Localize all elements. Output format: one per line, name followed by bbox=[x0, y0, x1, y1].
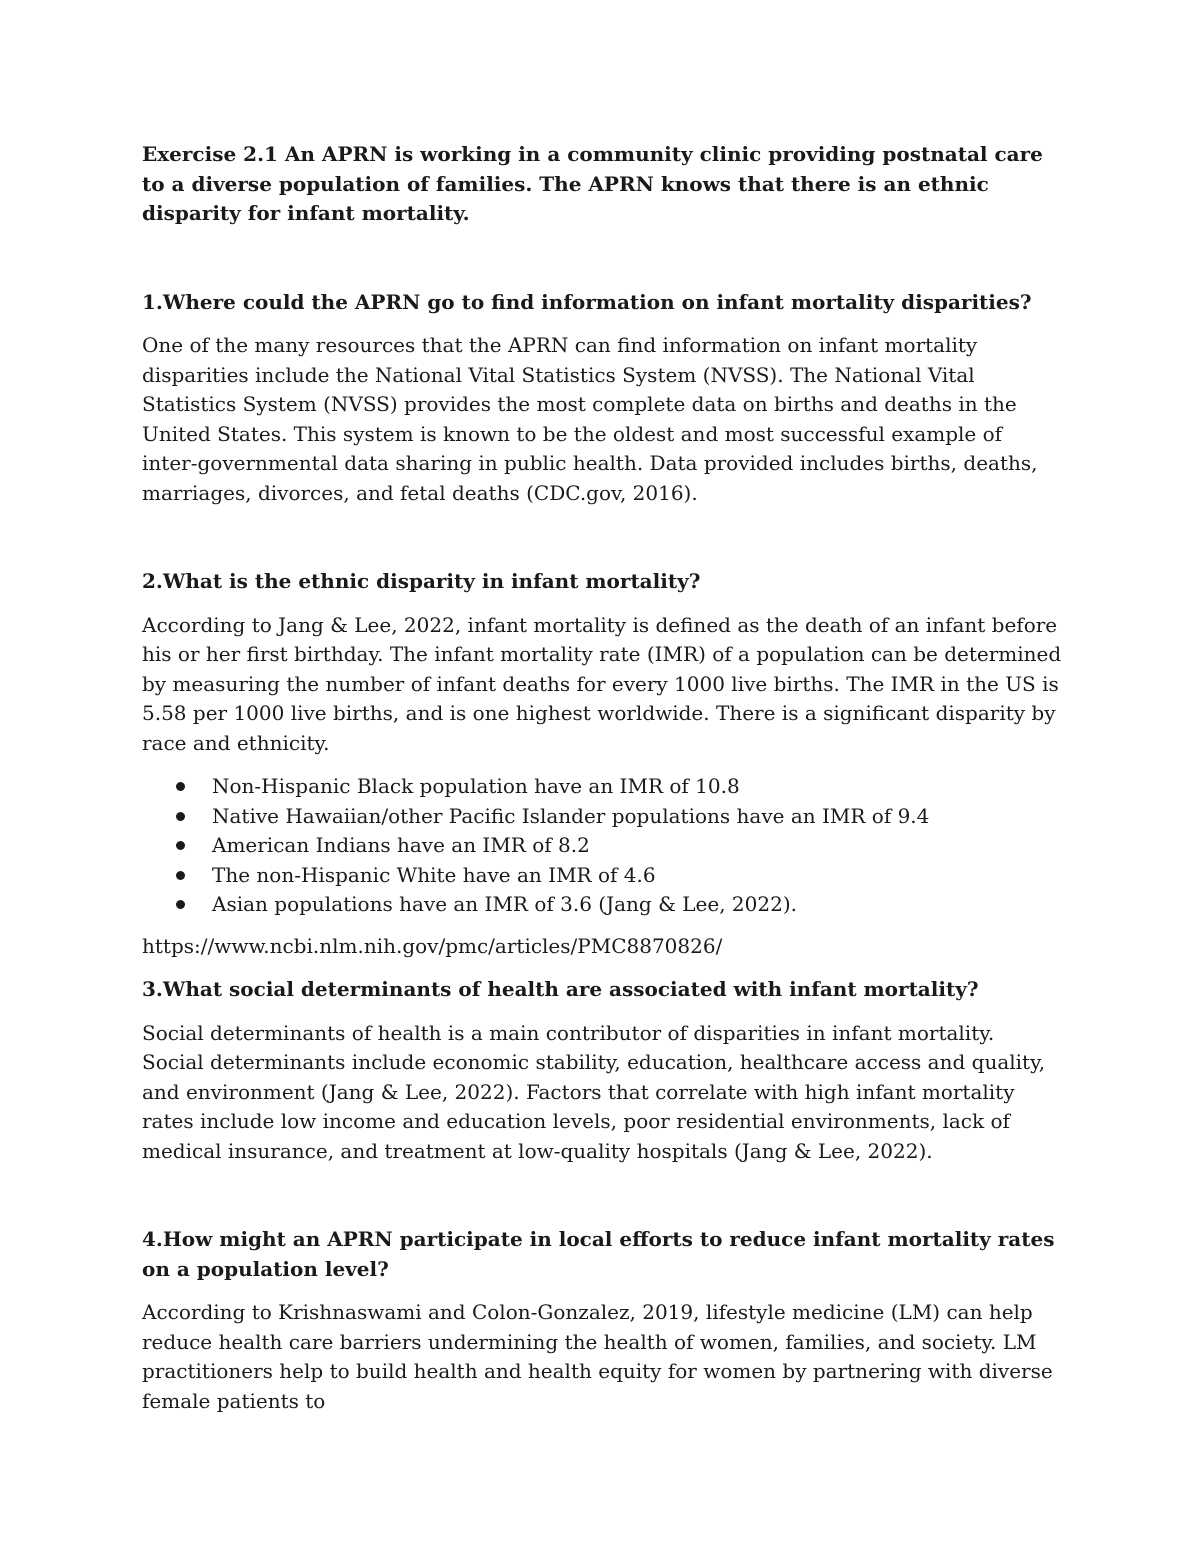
list-item bbox=[172, 890, 1062, 920]
document-page bbox=[142, 140, 1062, 1416]
question-1-title: 1.Where could the APRN go to find information on infant mortality disparities? bbox=[142, 289, 1032, 314]
question-2-title: 2.What is the ethnic disparity in infant mortality? bbox=[142, 569, 701, 593]
reference-url: https://www.ncbi.nlm.nih.gov/pmc/articles/PMC8870826/ bbox=[142, 933, 723, 958]
question-3-title: 3.What social determinants of health are associated with infant mortality? bbox=[142, 977, 979, 1001]
bullet-icon bbox=[176, 841, 185, 850]
exercise-heading: Exercise 2.1 An APRN is working in a community clinic providing postnatal care to a diverse population of families. The APRN knows that there is an ethnic disparity for infant mortality. bbox=[142, 142, 1043, 225]
bullet-icon bbox=[176, 900, 185, 909]
question-4-title: 4.How might an APRN participate in local efforts to reduce infant mortality rates on a population level? bbox=[142, 1227, 1055, 1281]
list-item-text: Non-Hispanic Black population have an IMR of 10.8 bbox=[212, 774, 740, 798]
list-item bbox=[172, 772, 1062, 802]
list-item-text: Native Hawaiian/other Pacific Islander populations have an IMR of 9.4 bbox=[212, 803, 930, 828]
bullet-icon bbox=[176, 812, 185, 821]
list-item-text: Asian populations have an IMR of 3.6 (Jang & Lee, 2022). bbox=[212, 892, 797, 916]
question-1-answer: One of the many resources that the APRN can find information on infant mortality disparities include the National Vital Statistics System (NVSS). The National Vital Statistics System (NVSS) provides the most complete data on births and deaths in the United States. This system is known to be the oldest and most successful example of inter-governmental data sharing in public health. Data provided includes births, deaths, marriages, divorces, and fetal deaths (CDC.gov, 2016). bbox=[142, 333, 1038, 505]
list-item bbox=[172, 861, 1062, 891]
list-item-text: American Indians have an IMR of 8.2 bbox=[212, 833, 590, 857]
imr-bullet-list bbox=[142, 772, 1062, 920]
question-3-answer: Social determinants of health is a main contributor of disparities in infant mortality. Social determinants include economic stability, education, healthcare access and quality, and environment (Jang & Lee, 2022). Factors that correlate with high infant mortality rates include low income and education levels, poor residential environments, lack of medical insurance, and treatment at low-quality hospitals (Jang & Lee, 2022). bbox=[142, 1020, 1046, 1163]
question-2-answer: According to Jang & Lee, 2022, infant mortality is defined as the death of an infant before his or her first birthday. The infant mortality rate (IMR) of a population can be determined by measuring the number of infant deaths for every 1000 live births. The IMR in the US is 5.58 per 1000 live births, and is one highest worldwide. There is a significant disparity by race and ethnicity. bbox=[142, 612, 1062, 755]
bullet-icon bbox=[176, 782, 185, 791]
list-item-text: The non-Hispanic White have an IMR of 4.6 bbox=[212, 862, 656, 887]
list-item bbox=[172, 831, 1062, 861]
list-item bbox=[172, 802, 1062, 832]
bullet-icon bbox=[176, 871, 185, 880]
question-4-answer: According to Krishnaswami and Colon-Gonzalez, 2019, lifestyle medicine (LM) can help reduce health care barriers undermining the health of women, families, and society. LM practitioners help to build health and health equity for women by partnering with diverse female patients to bbox=[142, 1300, 1053, 1413]
